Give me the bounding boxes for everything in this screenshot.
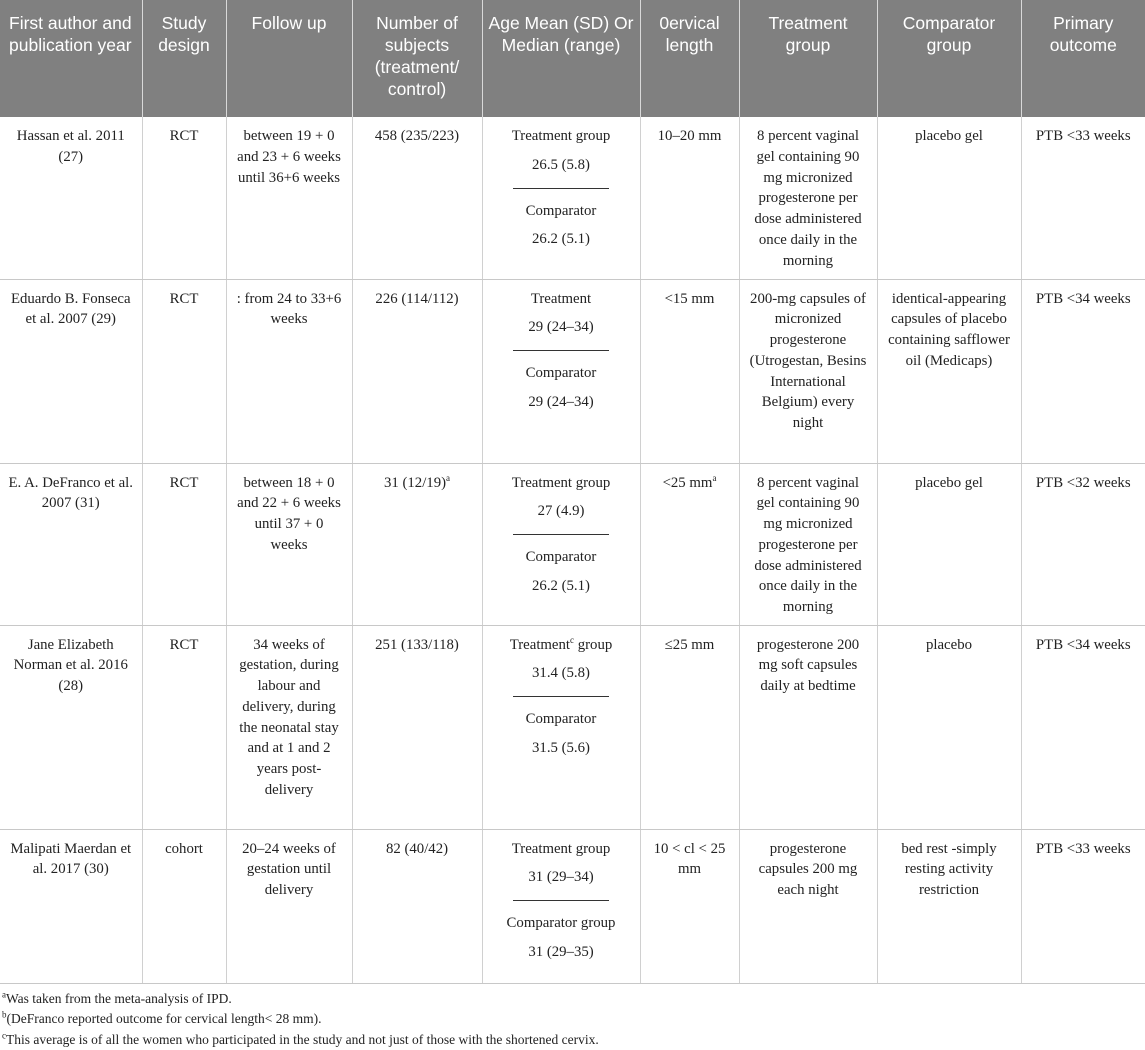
- table-row: [0, 625, 1145, 829]
- age-comparator-value: 31 (29–35): [491, 942, 632, 963]
- footnote-c: $^c$This average is of all the women who participated in the study and not just of those with the shortened cervix.: [2, 1030, 1145, 1050]
- cell-followup: : from 24 to 33+6 weeks: [226, 279, 352, 463]
- header-author: First author and publication year: [0, 0, 142, 117]
- cell-age: [482, 829, 640, 983]
- age-divider: [513, 350, 609, 351]
- cell-subjects: [352, 625, 482, 829]
- table-row: [0, 117, 1145, 279]
- age-treatment-label: Treatment: [491, 289, 632, 310]
- subjects-text: 251 (133/118): [375, 637, 459, 653]
- cell-outcome: PTB <34 weeks: [1021, 279, 1145, 463]
- subjects-text: 82 (40/42): [386, 841, 448, 857]
- header-followup: Follow up: [226, 0, 352, 117]
- cell-author: Jane Elizabeth Norman et al. 2016 (28): [0, 625, 142, 829]
- table-row: [0, 829, 1145, 983]
- age-treatment-label: Treatment group: [491, 839, 632, 860]
- age-treatment-label: Treatment group: [491, 126, 632, 147]
- cell-author: Malipati Maerdan et al. 2017 (30): [0, 829, 142, 983]
- cell-design: cohort: [142, 829, 226, 983]
- age-treatment-value: 26.5 (5.8): [491, 155, 632, 176]
- cell-treatment: 8 percent vaginal gel containing 90 mg micronized progesterone per dose administered once daily in the morning: [739, 463, 877, 625]
- subjects-text: 458 (235/223): [375, 128, 459, 144]
- cell-age: [482, 625, 640, 829]
- cell-outcome: PTB <32 weeks: [1021, 463, 1145, 625]
- header-age: Age Mean (SD) Or Median (range): [482, 0, 640, 117]
- age-treatment-value: 31 (29–34): [491, 867, 632, 888]
- header-outcome: Primary outcome: [1021, 0, 1145, 117]
- age-divider: [513, 696, 609, 697]
- age-treatment-value: 29 (24–34): [491, 317, 632, 338]
- cell-design: RCT: [142, 625, 226, 829]
- cell-subjects: [352, 829, 482, 983]
- cell-outcome: PTB <34 weeks: [1021, 625, 1145, 829]
- cell-comparator: identical-appearing capsules of placebo containing safflower oil (Medicaps): [877, 279, 1021, 463]
- header-row: [0, 0, 1145, 117]
- cell-treatment: progesterone capsules 200 mg each night: [739, 829, 877, 983]
- cell-cervical-length: 10 < cl < 25 mm: [640, 829, 739, 983]
- cell-treatment: 8 percent vaginal gel containing 90 mg micronized progesterone per dose administered once daily in the morning: [739, 117, 877, 279]
- cell-design: RCT: [142, 117, 226, 279]
- age-comparator-value: 31.5 (5.6): [491, 738, 632, 759]
- age-treatment-value: 31.4 (5.8): [491, 663, 632, 684]
- cell-treatment: 200-mg capsules of micronized progesterone (Utrogestan, Besins International Belgium) every night: [739, 279, 877, 463]
- table-row: [0, 279, 1145, 463]
- cell-followup: 34 weeks of gestation, during labour and delivery, during the neonatal stay and at 1 and 2 years post-delivery: [226, 625, 352, 829]
- header-treatment: Treatment group: [739, 0, 877, 117]
- cell-author: Hassan et al. 2011 (27): [0, 117, 142, 279]
- cell-cervical-length: <25 $mm^a$: [640, 463, 739, 625]
- age-divider: [513, 534, 609, 535]
- cell-cervical-length: 10–20 mm: [640, 117, 739, 279]
- cell-age: [482, 279, 640, 463]
- cell-subjects: [352, 463, 482, 625]
- subjects-text: 226 (114/112): [375, 291, 458, 307]
- age-comparator-value: 26.2 (5.1): [491, 229, 632, 250]
- header-design: Study design: [142, 0, 226, 117]
- age-comparator-label: Comparator group: [491, 913, 632, 934]
- age-comparator-value: 26.2 (5.1): [491, 576, 632, 597]
- subjects-text: 31 (12/19): [384, 475, 446, 491]
- age-comparator-label: Comparator: [491, 547, 632, 568]
- header-subjects: Number of subjects (treatment/ control): [352, 0, 482, 117]
- age-treatment-value: 27 (4.9): [491, 501, 632, 522]
- header-comparator: Comparator group: [877, 0, 1021, 117]
- cell-cervical-length: ≤25 mm: [640, 625, 739, 829]
- age-comparator-label: Comparator: [491, 709, 632, 730]
- cell-followup: between 19 + 0 and 23 + 6 weeks until 36+6 weeks: [226, 117, 352, 279]
- cell-comparator: bed rest -simply resting activity restriction: [877, 829, 1021, 983]
- age-comparator-value: 29 (24–34): [491, 392, 632, 413]
- cell-author: Eduardo B. Fonseca et al. 2007 (29): [0, 279, 142, 463]
- age-comparator-label: Comparator: [491, 363, 632, 384]
- cell-outcome: PTB <33 weeks: [1021, 829, 1145, 983]
- cell-design: RCT: [142, 279, 226, 463]
- age-treatment-label: Treatment group: [491, 473, 632, 494]
- cell-age: [482, 463, 640, 625]
- table-row: [0, 463, 1145, 625]
- cell-followup: between 18 + 0 and 22 + 6 weeks until 37 + 0 weeks: [226, 463, 352, 625]
- age-divider: [513, 188, 609, 189]
- age-treatment-label: Treatment$^c$ group: [491, 635, 632, 656]
- cell-age: [482, 117, 640, 279]
- cell-cervical-length: <15 mm: [640, 279, 739, 463]
- cell-subjects: [352, 279, 482, 463]
- footnote-b: $^b$(DeFranco reported outcome for cervical length< 28 mm).: [2, 1009, 1145, 1030]
- cell-author: E. A. DeFranco et al. 2007 (31): [0, 463, 142, 625]
- subjects-sup: a: [446, 473, 450, 483]
- footnotes: [0, 984, 1145, 1050]
- cell-design: RCT: [142, 463, 226, 625]
- cell-comparator: placebo gel: [877, 117, 1021, 279]
- cell-followup: 20–24 weeks of gestation until delivery: [226, 829, 352, 983]
- age-divider: [513, 900, 609, 901]
- cell-treatment: progesterone 200 mg soft capsules daily at bedtime: [739, 625, 877, 829]
- cell-outcome: PTB <33 weeks: [1021, 117, 1145, 279]
- age-comparator-label: Comparator: [491, 201, 632, 222]
- footnote-a: $^a$Was taken from the meta-analysis of IPD.: [2, 989, 1145, 1010]
- header-cervical-length: 0ervical length: [640, 0, 739, 117]
- cell-comparator: placebo gel: [877, 463, 1021, 625]
- cell-comparator: placebo: [877, 625, 1021, 829]
- cell-subjects: [352, 117, 482, 279]
